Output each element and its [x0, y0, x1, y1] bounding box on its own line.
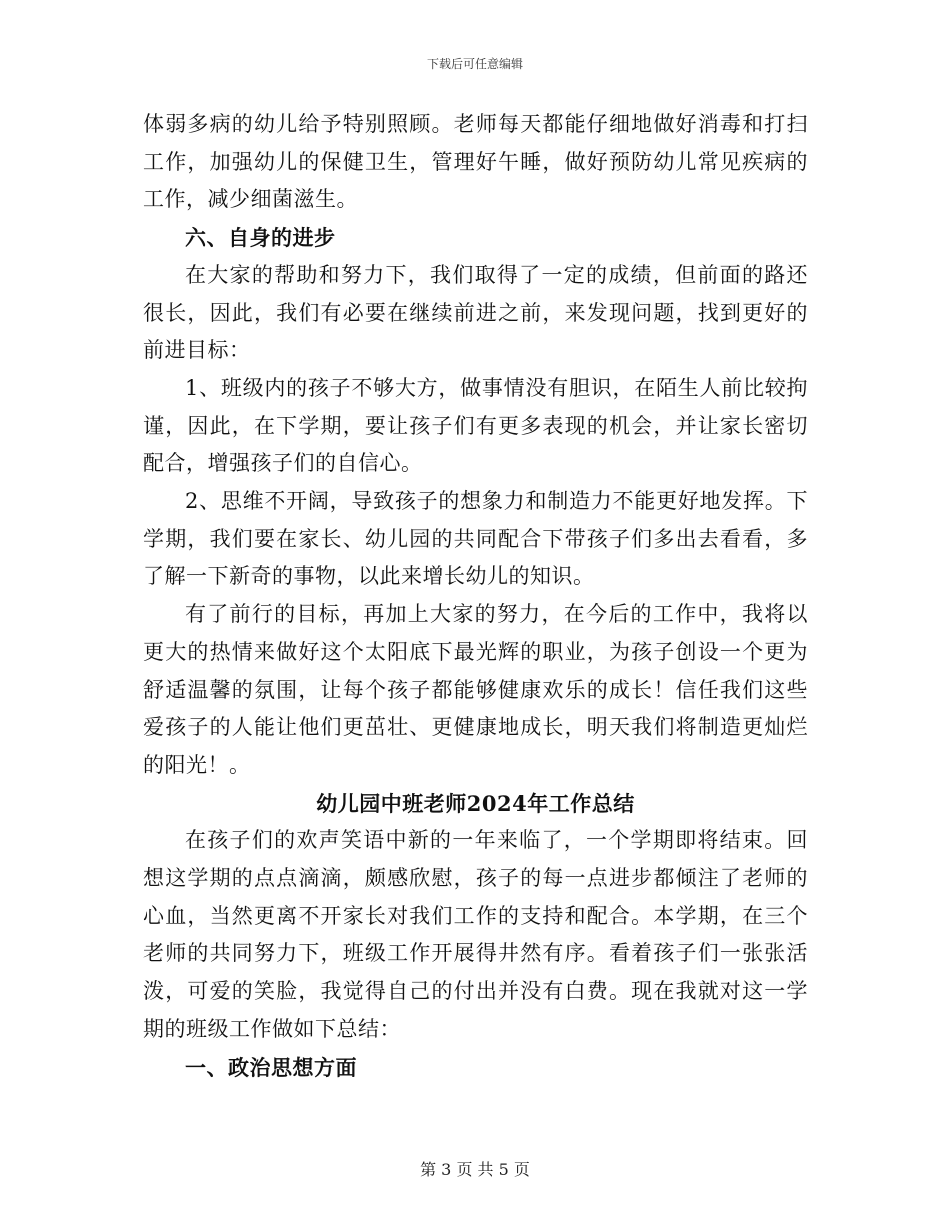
paragraph-body: 体弱多病的幼儿给予特别照顾。老师每天都能仔细地做好消毒和打扫工作，加强幼儿的保健卫生，管理好午睡，做好预防幼儿常见疾病的工作，减少细菌滋生。	[143, 112, 808, 212]
page-header: 下载后可任意编辑	[426, 57, 523, 71]
document-body	[143, 106, 808, 1086]
paragraph-item-1: 1、班级内的孩子不够大方，做事情没有胆识，在陌生人前比较拘谨，因此，在下学期，要让孩子们有更多表现的机会，并让家长密切配合，增强孩子们的自信心。	[143, 375, 808, 476]
section-heading-self-progress: 六、自身的进步	[185, 225, 336, 251]
paragraph-item-2: 2、思维不开阔，导致孩子的想象力和制造力不能更好地发挥。下学期，我们要在家长、幼儿园的共同配合下带孩子们多出去看看，多了解一下新奇的事物，以此来增长幼儿的知识。	[143, 489, 808, 589]
paragraph-body: 在大家的帮助和努力下，我们取得了一定的成绩，但前面的路还很长，因此，我们有必要在继续前进之前，来发现问题，找到更好的前进目标：	[143, 262, 808, 363]
page-number: 第 3 页 共 5 页	[420, 1160, 530, 1179]
paragraph-body: 有了前行的目标，再加上大家的努力，在今后的工作中，我将以更大的热情来做好这个太阳底下最光辉的职业，为孩子创设一个更为舒适温馨的氛围，让每个孩子都能够健康欢乐的成长！信任我们这些爱孩子的人能让他们更茁壮、更健康地成长，明天我们将制造更灿烂的阳光！。	[143, 602, 808, 777]
document-title: 幼儿园中班老师2024年工作总结	[316, 790, 635, 816]
section-heading-politics: 一、政治思想方面	[185, 1054, 357, 1080]
paragraph-body: 在孩子们的欢声笑语中新的一年来临了，一个学期即将结束。回想这学期的点点滴滴，颇感欣慰，孩子的每一点进步都倾注了老师的心血，当然更离不开家长对我们工作的支持和配合。本学期，在三个老师的共同努力下，班级工作开展得井然有序。看着孩子们一张张活泼，可爱的笑脸，我觉得自己的付出并没有白费。现在我就对这一学期的班级工作做如下总结：	[143, 828, 808, 1041]
